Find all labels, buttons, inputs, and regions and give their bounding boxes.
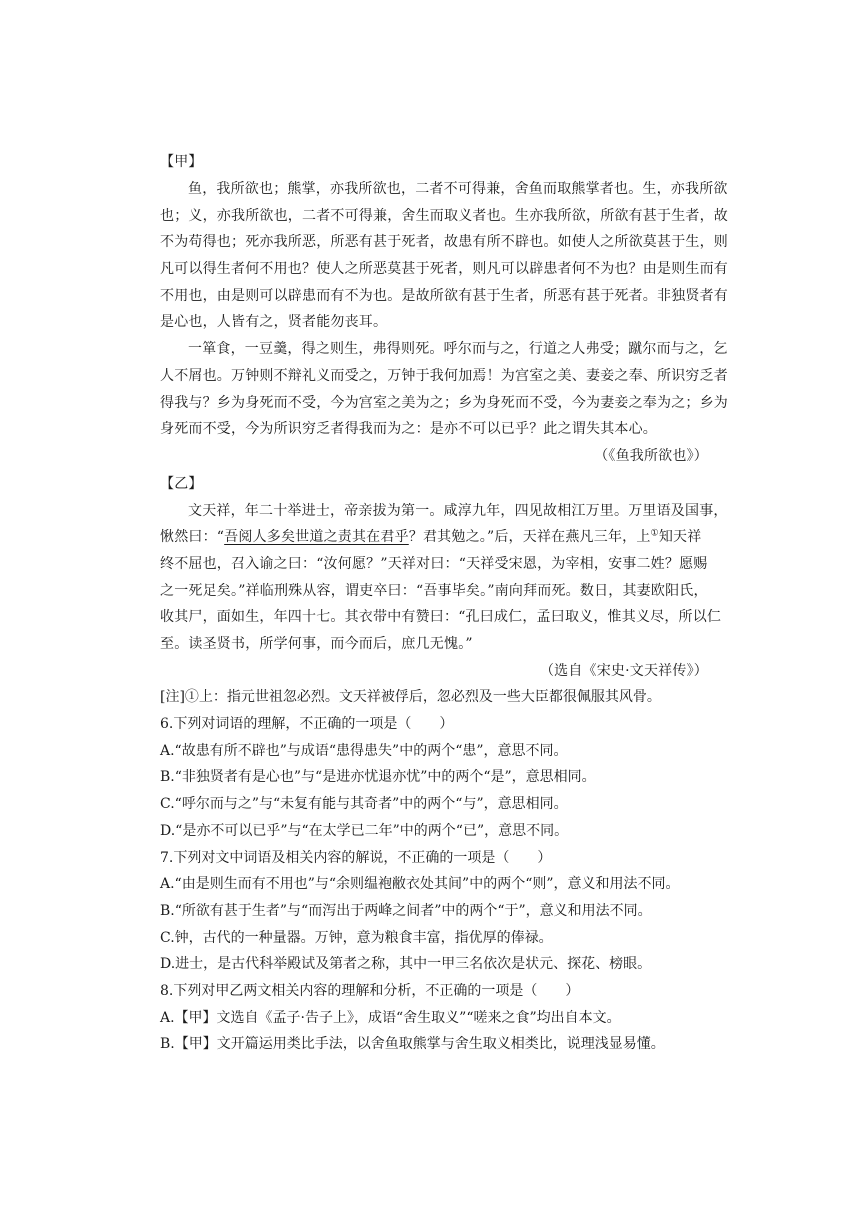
question-stem: 6.下列对词语的理解，不正确的一项是（ ） bbox=[160, 716, 454, 733]
passage-a-source: （《鱼我所欲也》） bbox=[594, 447, 708, 464]
passage-a-p1-line: 也；义，亦我所欲也，二者不可得兼，舍生而取义者也。生亦我所欲，所欲有甚于生者，故 bbox=[160, 207, 728, 224]
passage-a-header: 【甲】 bbox=[160, 154, 203, 170]
footnote-marker: ① bbox=[650, 528, 659, 539]
passage-a-p1-line: 凡可以得生者何不用也？使人之所恶莫甚于死者，则凡可以辟患者何不为也？由是则生而有 bbox=[160, 261, 728, 278]
underlined-sentence: 吾阅人多矣世道之责其在君乎 bbox=[224, 529, 409, 546]
passage-b-line: 文天祥，年二十举进士，帝亲拔为第一。咸淳九年，四见故相江万里。万里语及国事， bbox=[188, 502, 728, 519]
question-option: A.“故患有所不辟也”与成语“患得患失”中的两个“患”，意思不同。 bbox=[160, 742, 568, 759]
passage-a-p2-line: 得我与？乡为身死而不受，今为宫室之美为之；乡为身死而不受，今为妻妾之奉为之；乡为 bbox=[160, 394, 728, 411]
passage-b-text: 知天祥 bbox=[658, 529, 702, 546]
passage-b-line: 至。读圣贤书，所学何事，而今而后，庶几无愧。” bbox=[160, 636, 473, 652]
question-option: B.“非独贤者有是心也”与“是进亦忧退亦忧”中的两个“是”，意思相同。 bbox=[160, 769, 596, 786]
question-option: A.“由是则生而有不用也”与“余则缊袍敝衣处其间”中的两个“则”，意义和用法不同。 bbox=[160, 876, 680, 893]
question-option: D.“是亦不可以已乎”与“在太学已二年”中的两个“已”，意思不同。 bbox=[160, 822, 569, 839]
passage-a-p2-line: 一箪食，一豆羹，得之则生，弗得则死。呼尔而与之，行道之人弗受；蹴尔而与之，乞 bbox=[188, 341, 728, 358]
passage-b-line: 之一死足矣。”祥临刑殊从容，谓吏卒曰：“吾事毕矣。”南向拜而死。数日，其妻欧阳氏， bbox=[160, 582, 708, 599]
footnote: [注]①上：指元世祖忽必烈。文天祥被俘后，忽必烈及一些大臣都很佩服其风骨。 bbox=[160, 689, 661, 706]
question-option: D.进士，是古代科举殿试及第者之称，其中一甲三名依次是状元、探花、榜眼。 bbox=[160, 956, 652, 973]
question-stem: 7.下列对文中词语及相关内容的解说，不正确的一项是（ ） bbox=[160, 849, 552, 866]
passage-b-line bbox=[160, 524, 708, 551]
passage-b-text: ？君其勉之。”后，天祥在燕凡三年，上 bbox=[408, 529, 651, 546]
passage-b-header: 【乙】 bbox=[160, 475, 203, 492]
question-option: C.“呼尔而与之”与“未复有能与其奇者”中的两个“与”，意思相同。 bbox=[160, 796, 568, 813]
question-option: A.【甲】文选自《孟子·告子上》，成语“舍生取义”“嗟来之食”均出自本文。 bbox=[160, 1009, 621, 1026]
passage-b-line: 终不屈也，召入谕之曰：“汝何愿？”天祥对曰：“天祥受宋恩，为宰相，安事二姓？愿赐 bbox=[160, 555, 708, 572]
passage-a-p1-line: 鱼，我所欲也；熊掌，亦我所欲也，二者不可得兼，舍鱼而取熊掌者也。生，亦我所欲 bbox=[188, 181, 728, 197]
passage-a-p1-line: 不用也，由是则可以辟患而有不为也。是故所欲有甚于生者，所恶有甚于死者。非独贤者有 bbox=[160, 287, 728, 304]
passage-a-p1-line: 是心也，人皆有之，贤者能勿丧耳。 bbox=[160, 314, 388, 331]
passage-b-source: （选自《宋史·文天祥传》） bbox=[539, 662, 708, 679]
passage-b-line: 收其尸，面如生，年四十七。其衣带中有赞曰：“孔曰成仁，孟曰取义，惟其义尽，所以仁 bbox=[160, 609, 722, 626]
passage-a-p2-line: 人不屑也。万钟则不辩礼义而受之，万钟于我何加焉！为宫室之美、妻妾之奉、所识穷乏者 bbox=[160, 367, 728, 384]
question-option: B.“所欲有甚于生者”与“而泻出于两峰之间者”中的两个“于”，意义和用法不同。 bbox=[160, 902, 652, 919]
passage-b-text: 愀然曰：“ bbox=[160, 529, 225, 546]
question-option: C.钟，古代的一种量器。万钟，意为粮食丰富，指优厚的俸禄。 bbox=[160, 929, 553, 946]
passage-a-p2-line: 身死而不受，今为所识穷乏者得我而为之：是亦不可以已乎？此之谓失其本心。 bbox=[160, 421, 657, 438]
question-stem: 8.下列对甲乙两文相关内容的理解和分析，不正确的一项是（ ） bbox=[160, 982, 580, 999]
passage-a-p1-line: 不为苟得也；死亦我所恶，所恶有甚于死者，故患有所不辟也。如使人之所欲莫甚于生，则 bbox=[160, 234, 728, 251]
question-option: B.【甲】文开篇运用类比手法，以舍鱼取熊掌与舍生取义相类比，说理浅显易懂。 bbox=[160, 1036, 665, 1053]
